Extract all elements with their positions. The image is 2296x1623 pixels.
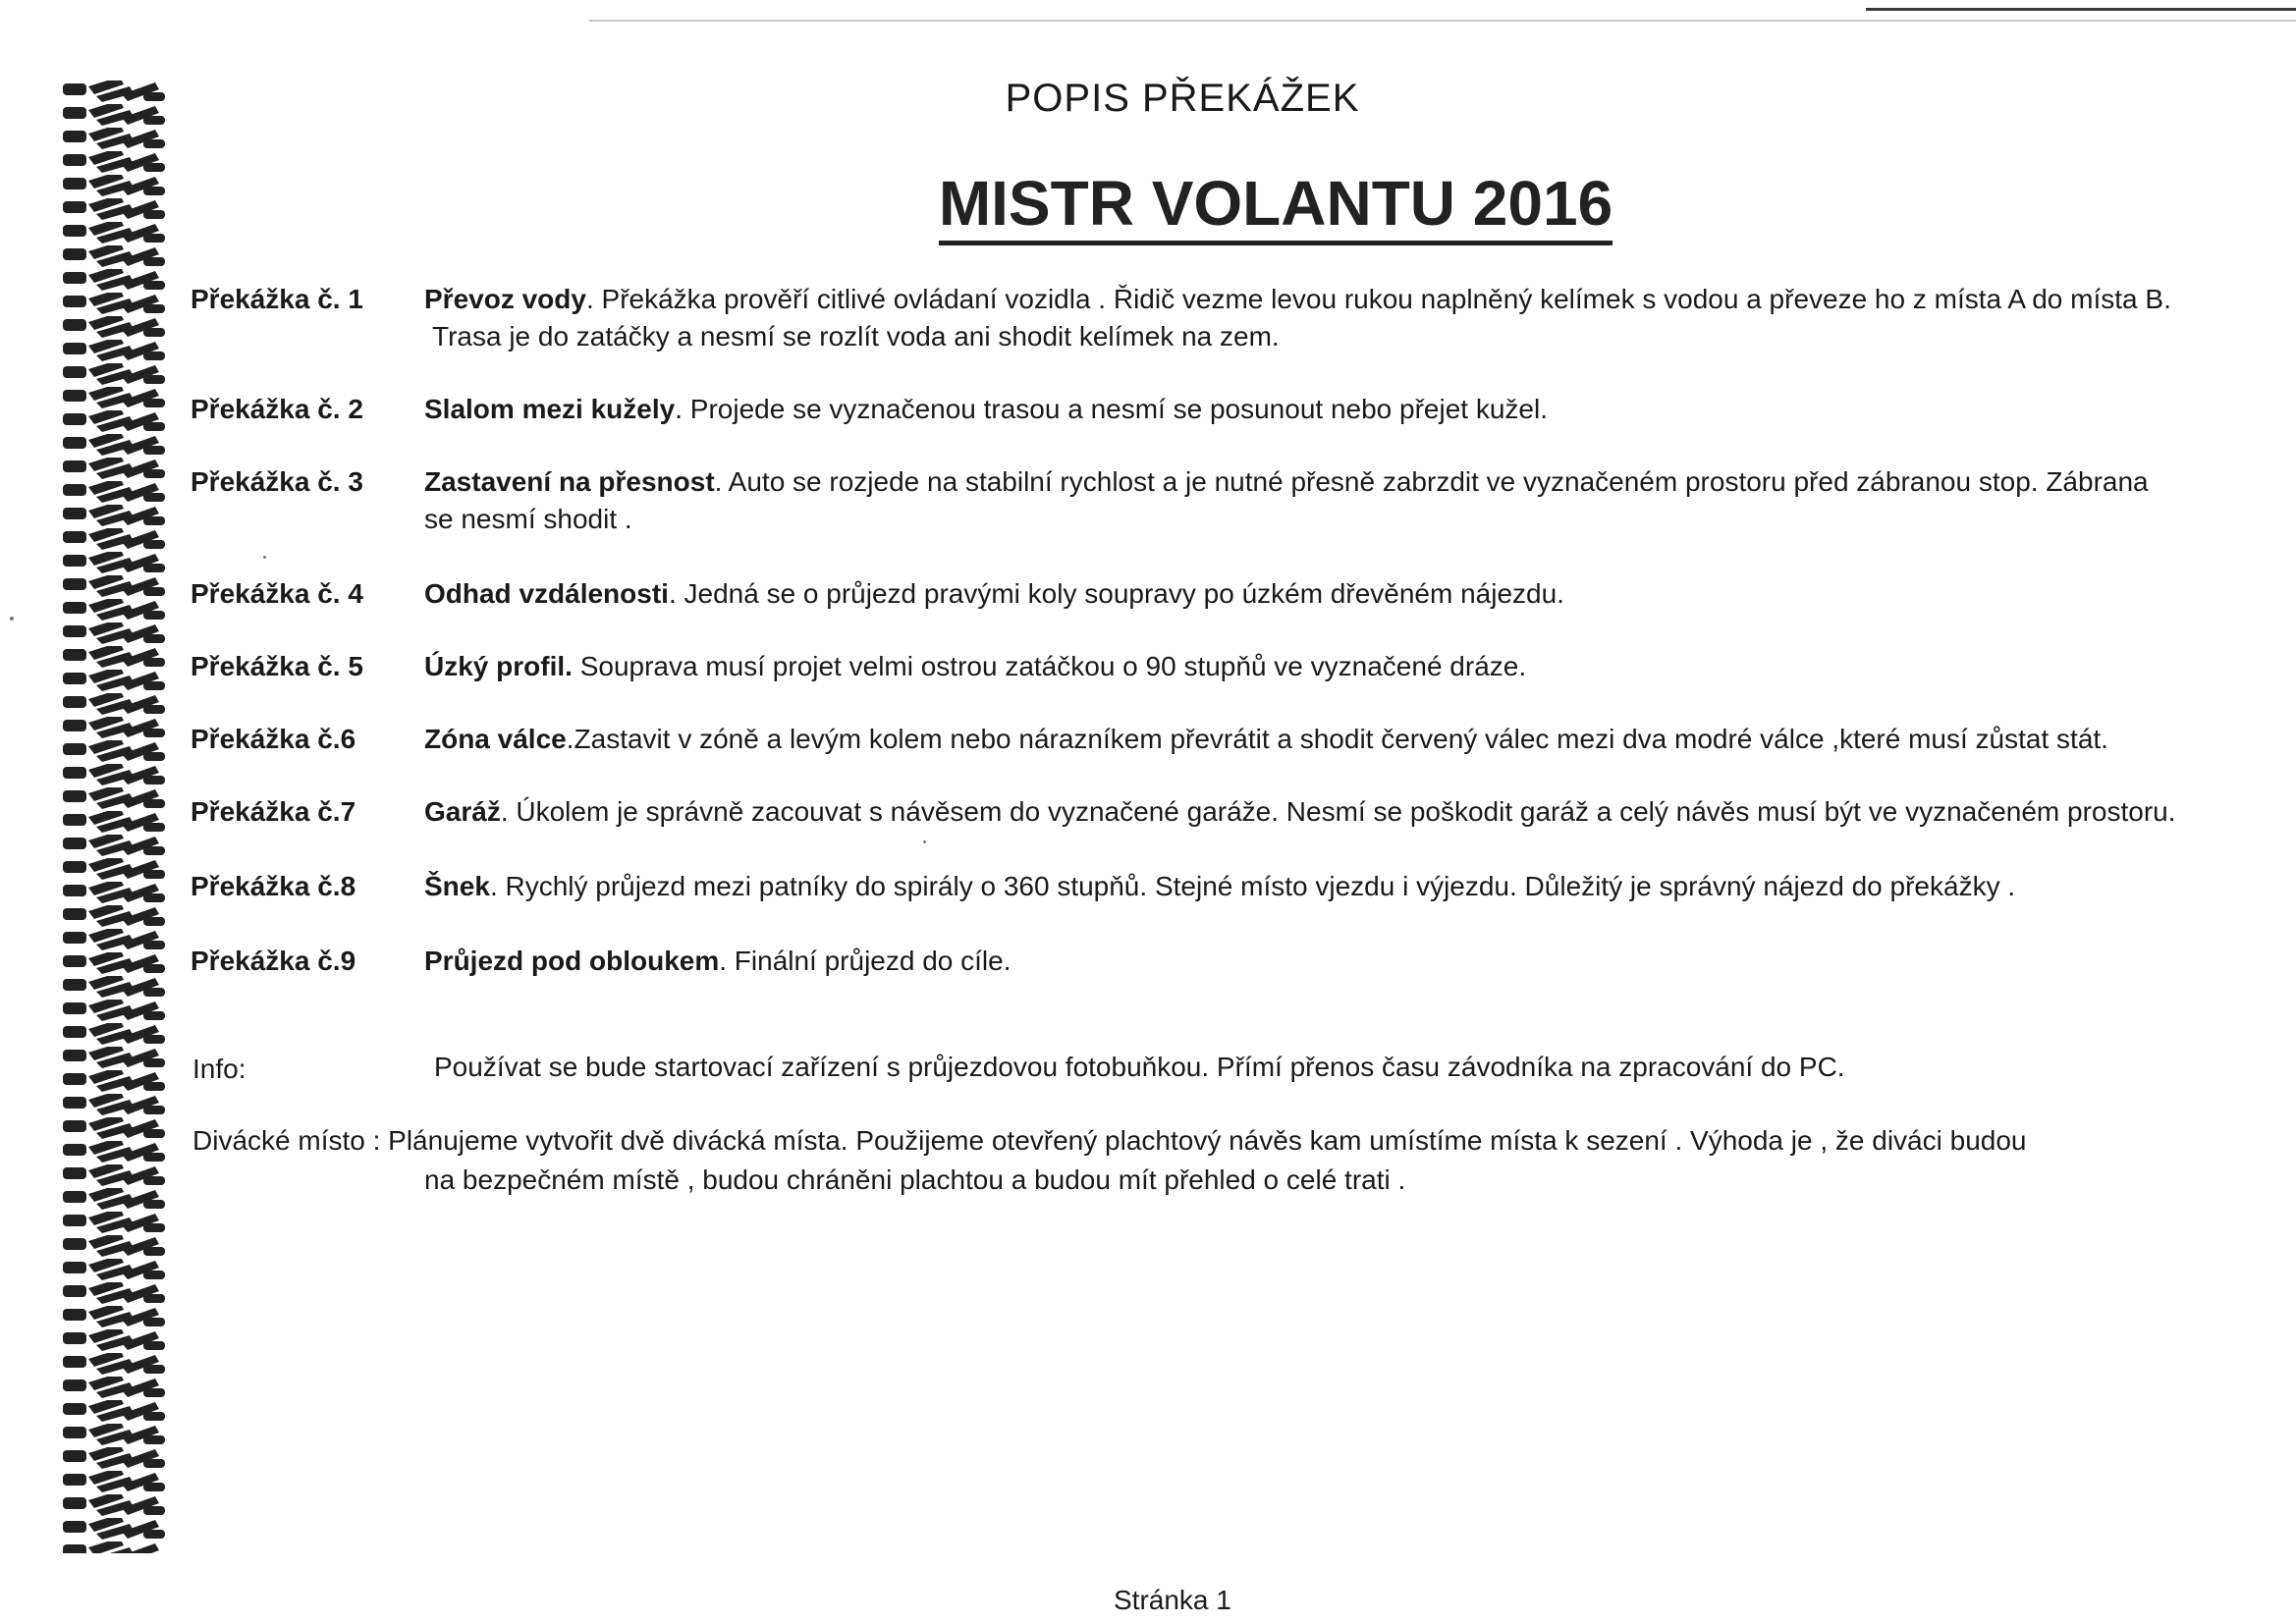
obstacle-description (424, 721, 2270, 758)
obstacle-description (424, 281, 2270, 355)
scan-edge-line (589, 20, 2296, 22)
obstacle-description (424, 463, 2270, 538)
tire-tread-icon (61, 81, 169, 1553)
scan-edge-line-dark (1866, 8, 2296, 11)
obstacle-label: Překážka č. 1 (191, 284, 363, 314)
obstacle-text: . Jedná se o průjezd pravými koly soupravy po úzkém dřevěném nájezdu. (668, 578, 1564, 609)
obstacle-description (424, 868, 2270, 905)
obstacle-name: Garáž (424, 796, 501, 827)
obstacle-text: . Auto se rozjede na stabilní rychlost a je nutné přesně zabrzdit ve vyznačeném prostoru před zábranou stop. Zábrana (714, 466, 2149, 497)
scan-speck (263, 556, 266, 559)
document-title-text: MISTR VOLANTU 2016 (939, 168, 1613, 245)
scan-speck (923, 840, 926, 843)
obstacle-text-continued: se nesmí shodit . (424, 504, 632, 534)
obstacle-description (424, 943, 2270, 980)
obstacle-label: Překážka č. 3 (191, 466, 363, 497)
document-heading: POPIS PŘEKÁŽEK (1005, 77, 1360, 120)
obstacle-description (424, 575, 2270, 613)
obstacle-name: Průjezd pod obloukem (424, 946, 720, 976)
obstacle-description (424, 793, 2270, 831)
spectator-area-text-continued: na bezpečném místě , budou chráněni plachtou a budou mít přehled o celé trati . (424, 1164, 1406, 1195)
scan-speck (10, 617, 14, 621)
obstacle-text-continued: Trasa je do zatáčky a nesmí se rozlít voda ani shodit kelímek na zem. (432, 321, 1280, 352)
document-title (0, 167, 2296, 240)
obstacle-text: . Překážka prověří citlivé ovládaní vozidla . Řidič vezme levou rukou naplněný kelímek s vodou a převeze ho z místa A do místa B. (585, 284, 2171, 314)
obstacle-label: Překážka č.6 (191, 724, 356, 754)
obstacle-description (424, 391, 2270, 428)
obstacle-name: Zóna válce (424, 724, 567, 754)
obstacle-label: Překážka č. 5 (191, 651, 363, 681)
obstacle-name: Zastavení na přesnost (424, 466, 715, 497)
obstacle-name: Šnek (424, 871, 490, 901)
obstacle-label: Překážka č.8 (191, 871, 356, 901)
obstacle-label: Překážka č.7 (191, 796, 356, 827)
obstacle-text: . Úkolem je správně zacouvat s návěsem do vyznačené garáže. Nesmí se poškodit garáž a celý návěs musí být ve vyznačeném prostoru. (500, 796, 2176, 827)
obstacle-name: Odhad vzdálenosti (424, 578, 669, 609)
obstacle-label: Překážka č.9 (191, 946, 356, 976)
obstacle-text: . Finální průjezd do cíle. (719, 946, 1011, 976)
info-text: Používat se bude startovací zařízení s průjezdovou fotobuňkou. Přímí přenos času závodníka na zpracování do PC. (434, 1052, 1845, 1082)
obstacle-text: Souprava musí projet velmi ostrou zatáčkou o 90 stupňů ve vyznačené dráze. (572, 651, 1527, 681)
spectator-area-text: Divácké místo : Plánujeme vytvořit dvě divácká místa. Použijeme otevřený plachtový návěs kam umístíme místa k sezení . Výhoda je , že diváci budou (192, 1125, 2027, 1156)
info-label: Info: (192, 1054, 246, 1084)
obstacle-name: Slalom mezi kužely (424, 394, 676, 424)
obstacle-name: Převoz vody (424, 284, 586, 314)
obstacle-name: Úzký profil. (424, 651, 573, 681)
obstacle-description (424, 648, 2270, 685)
obstacle-label: Překážka č. 2 (191, 394, 363, 424)
obstacle-text: . Rychlý průjezd mezi patníky do spirály o 360 stupňů. Stejné místo vjezdu i výjezdu. Důležitý je správný nájezd do překážky . (489, 871, 2016, 901)
page-number: Stránka 1 (1114, 1585, 1231, 1615)
obstacle-text: .Zastavit v zóně a levým kolem nebo nárazníkem převrátit a shodit červený válec mezi dva modré válce ,které musí zůstat stát. (566, 724, 2108, 754)
obstacle-label: Překážka č. 4 (191, 578, 363, 609)
obstacle-text: . Projede se vyznačenou trasou a nesmí se posunout nebo přejet kužel. (675, 394, 1548, 424)
